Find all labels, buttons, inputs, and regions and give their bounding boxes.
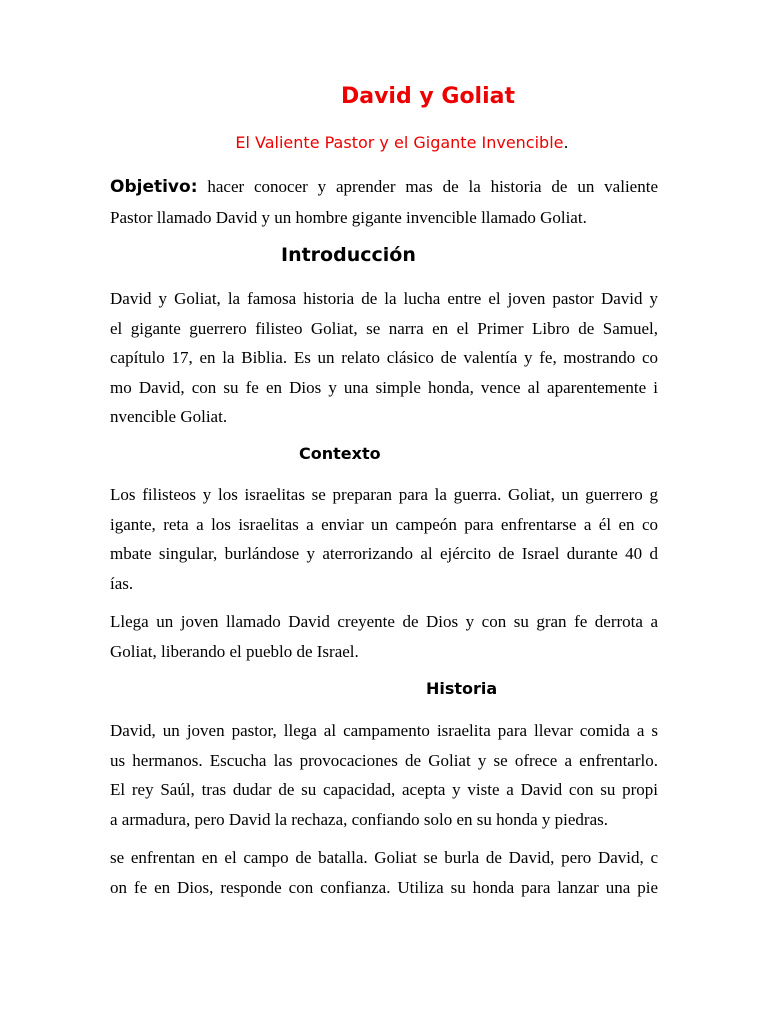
context-p1-line-3: mbate singular, burlándose y aterrorizando al ejército de Israel durante 40 d bbox=[110, 544, 658, 563]
subtitle-text: El Valiente Pastor y el Gigante Invencible bbox=[235, 133, 564, 152]
objective-text-1: hacer conocer y aprender mas de la historia de un valiente bbox=[207, 177, 658, 196]
introduction-heading: Introducción bbox=[281, 244, 416, 266]
history-paragraph-1 bbox=[110, 716, 658, 834]
history-p1-line-2: us hermanos. Escucha las provocaciones de Goliat y se ofrece a enfrentarlo. bbox=[110, 750, 658, 770]
context-p1-line-1: Los filisteos y los israelitas se preparan para la guerra. Goliat, un guerrero g bbox=[110, 485, 658, 504]
context-paragraph-1 bbox=[110, 480, 658, 598]
history-p1-line-3: El rey Saúl, tras dudar de su capacidad, acepta y viste a David con su propi bbox=[110, 780, 658, 799]
document-subtitle bbox=[0, 133, 768, 152]
objective-label: Objetivo: bbox=[110, 177, 198, 197]
context-heading: Contexto bbox=[299, 444, 381, 463]
document-title: David y Goliat bbox=[340, 84, 515, 109]
objective-paragraph bbox=[110, 172, 658, 232]
history-p1-line-1: David, un joven pastor, llega al campamento israelita para llevar comida a s bbox=[110, 721, 658, 740]
intro-line-4: mo David, con su fe en Dios y una simple honda, vence al aparentemente i bbox=[110, 377, 658, 397]
history-p1-line-4: a armadura, pero David la rechaza, confiando solo en su honda y piedras. bbox=[110, 809, 608, 829]
context-p1-line-4: ías. bbox=[110, 573, 134, 593]
intro-line-5: nvencible Goliat. bbox=[110, 407, 228, 426]
context-p1-line-2: igante, reta a los israelitas a enviar un campeón para enfrentarse a él en co bbox=[110, 514, 658, 534]
context-p2-line-1: Llega un joven llamado David creyente de Dios y con su gran fe derrota a bbox=[110, 612, 658, 631]
introduction-paragraph bbox=[110, 284, 658, 432]
objective-line-1 bbox=[110, 172, 658, 203]
history-p2-line-2: on fe en Dios, responde con confianza. Utiliza su honda para lanzar una pie bbox=[110, 877, 658, 897]
context-p2-line-2: Goliat, liberando el pueblo de Israel. bbox=[110, 641, 359, 661]
history-paragraph-2 bbox=[110, 843, 658, 902]
history-p2-line-1: se enfrentan en el campo de batalla. Goliat se burla de David, pero David, c bbox=[110, 848, 658, 867]
intro-line-3: capítulo 17, en la Biblia. Es un relato clásico de valentía y fe, mostrando co bbox=[110, 348, 658, 367]
context-paragraph-2 bbox=[110, 607, 658, 666]
subtitle-period: . bbox=[563, 133, 569, 152]
intro-line-1: David y Goliat, la famosa historia de la lucha entre el joven pastor David y bbox=[110, 289, 658, 308]
objective-line-2: Pastor llamado David y un hombre gigante invencible llamado Goliat. bbox=[110, 207, 587, 227]
intro-line-2: el gigante guerrero filisteo Goliat, se narra en el Primer Libro de Samuel, bbox=[110, 318, 658, 338]
history-heading: Historia bbox=[426, 679, 498, 698]
